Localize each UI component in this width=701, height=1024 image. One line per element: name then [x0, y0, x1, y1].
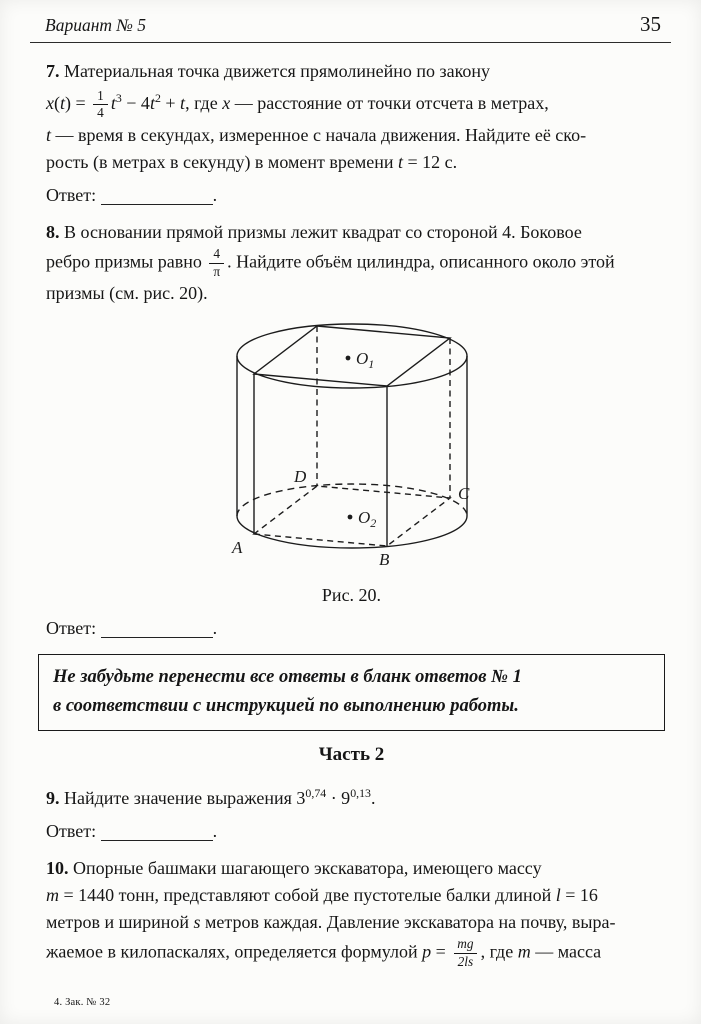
text-run: . [212, 821, 218, 842]
text-line [46, 882, 657, 909]
text-run: Найдите значение выражения 3 [59, 788, 306, 809]
notice-line: в соответствии с инструкцией по выполнению работы. [53, 696, 519, 717]
text-run: m [46, 885, 59, 906]
notice-line: Не забудьте перенести все ответы в бланк ответов № 1 [53, 667, 522, 688]
text-run: Опорные башмаки шагающего экскаватора, имеющего массу [68, 858, 542, 879]
text-run: x [222, 93, 231, 113]
text-run: — масса [530, 941, 602, 962]
text-run: s [193, 912, 201, 933]
text-run: метров и шириной [46, 912, 194, 933]
text-run: 10. [46, 858, 69, 879]
page-number: 35 [640, 12, 661, 36]
text-line [46, 149, 657, 176]
text-run: метров каждая. Давление экскаватора на почву, выра- [200, 912, 616, 933]
text-run: . Найдите объём цилиндра, описанного около этой [227, 251, 615, 272]
answer-blank [101, 187, 213, 205]
text-run: 9. [46, 788, 60, 809]
prism-top-face [254, 326, 450, 386]
figure-20 [46, 315, 657, 609]
problem-7 [46, 58, 657, 209]
text-line [46, 122, 657, 149]
text-run: — время в секундах, измеренное с начала движения. Найдите её ско- [51, 125, 587, 146]
page-content [0, 43, 701, 971]
text-run: Ответ: [46, 185, 101, 206]
text-run: , где [185, 93, 223, 113]
fraction: $\frac{4}{\pi}$ [209, 246, 224, 280]
text-run: ребро призмы равно [46, 251, 207, 272]
imprint: 4. Зак. № 32 [54, 997, 111, 1008]
text-run: m [517, 941, 531, 962]
notice-box [38, 654, 665, 731]
text-run: ( [54, 93, 60, 113]
label-o2: $O_2$ [357, 508, 376, 531]
text-run: призмы (см. рис. 20). [46, 283, 208, 304]
text-line [46, 280, 657, 307]
formula-line [46, 936, 657, 970]
text-line [46, 855, 657, 882]
cylinder-prism-figure [217, 315, 487, 571]
text-run: t [398, 152, 404, 173]
text-run: , где [480, 941, 518, 962]
figure-caption: Рис. 20. [321, 585, 382, 606]
text-run: . [370, 788, 376, 809]
text-run: l [555, 885, 561, 906]
text-run: t [60, 93, 66, 113]
text-run: = [431, 941, 451, 962]
variant-title: Вариант № 5 [45, 15, 147, 35]
problem-10 [46, 855, 657, 970]
text-run: t [110, 93, 116, 113]
text-line [46, 58, 657, 85]
text-run: . [212, 618, 218, 639]
text-run: 3 [115, 91, 122, 105]
text-run: 0,13 [350, 786, 371, 801]
text-run: t [46, 125, 52, 146]
text-run: − 4 [121, 93, 150, 113]
cylinder-top-ellipse [237, 324, 467, 388]
text-run: жаемое в килопаскалях, определяется формулой [46, 941, 423, 962]
text-run: Ответ: [46, 618, 101, 639]
answer-blank [101, 620, 213, 638]
problem-8 [46, 219, 657, 307]
problem-9 [46, 780, 657, 845]
text-run: — расстояние от точки отсчета в метрах, [230, 93, 549, 113]
answer-blank [101, 823, 213, 841]
point-o1-dot [345, 356, 350, 361]
page-header [30, 0, 671, 43]
text-run: Ответ: [46, 821, 101, 842]
text-run: = 12 с. [403, 152, 458, 173]
text-run: · 9 [326, 788, 351, 809]
point-o2-dot [347, 515, 352, 520]
text-run: рость (в метрах в секунду) в момент времени [46, 152, 398, 173]
text-run: Материальная точка движется прямолинейно по закону [59, 61, 491, 81]
label-d: D [293, 467, 306, 487]
fraction: $\frac{mg}{2ls}$ [453, 936, 477, 970]
label-o1: $O_1$ [355, 349, 374, 372]
formula-line [46, 246, 657, 280]
text-run: + [160, 93, 181, 113]
answer-line [46, 818, 657, 845]
text-run: 2 [154, 91, 161, 105]
text-run: t [180, 93, 186, 113]
text-line [46, 909, 657, 936]
answer-line [46, 615, 657, 642]
part-2-heading: Часть 2 [318, 744, 385, 766]
label-c: C [457, 484, 469, 504]
text-run: p [422, 941, 432, 962]
text-run: В основании прямой призмы лежит квадрат со стороной 4. Боковое [59, 222, 582, 243]
label-a: A [231, 538, 242, 558]
text-run: ) = [65, 93, 91, 113]
text-run: x [46, 93, 54, 113]
text-run: . [212, 185, 218, 206]
text-run: t [149, 93, 155, 113]
fraction: $\frac{1}{4}$ [93, 88, 108, 122]
formula-line [46, 85, 657, 122]
text-line [46, 219, 657, 246]
text-run: 8. [46, 222, 60, 243]
text-run: 0,74 [305, 786, 327, 801]
text-run: 7. [46, 61, 60, 81]
answer-line [46, 182, 657, 209]
label-b: B [378, 550, 389, 570]
text-run: = 16 [560, 885, 598, 906]
text-line [46, 780, 657, 812]
text-run: = 1440 тонн, представляют собой две пустотелые балки длиной [59, 885, 556, 906]
